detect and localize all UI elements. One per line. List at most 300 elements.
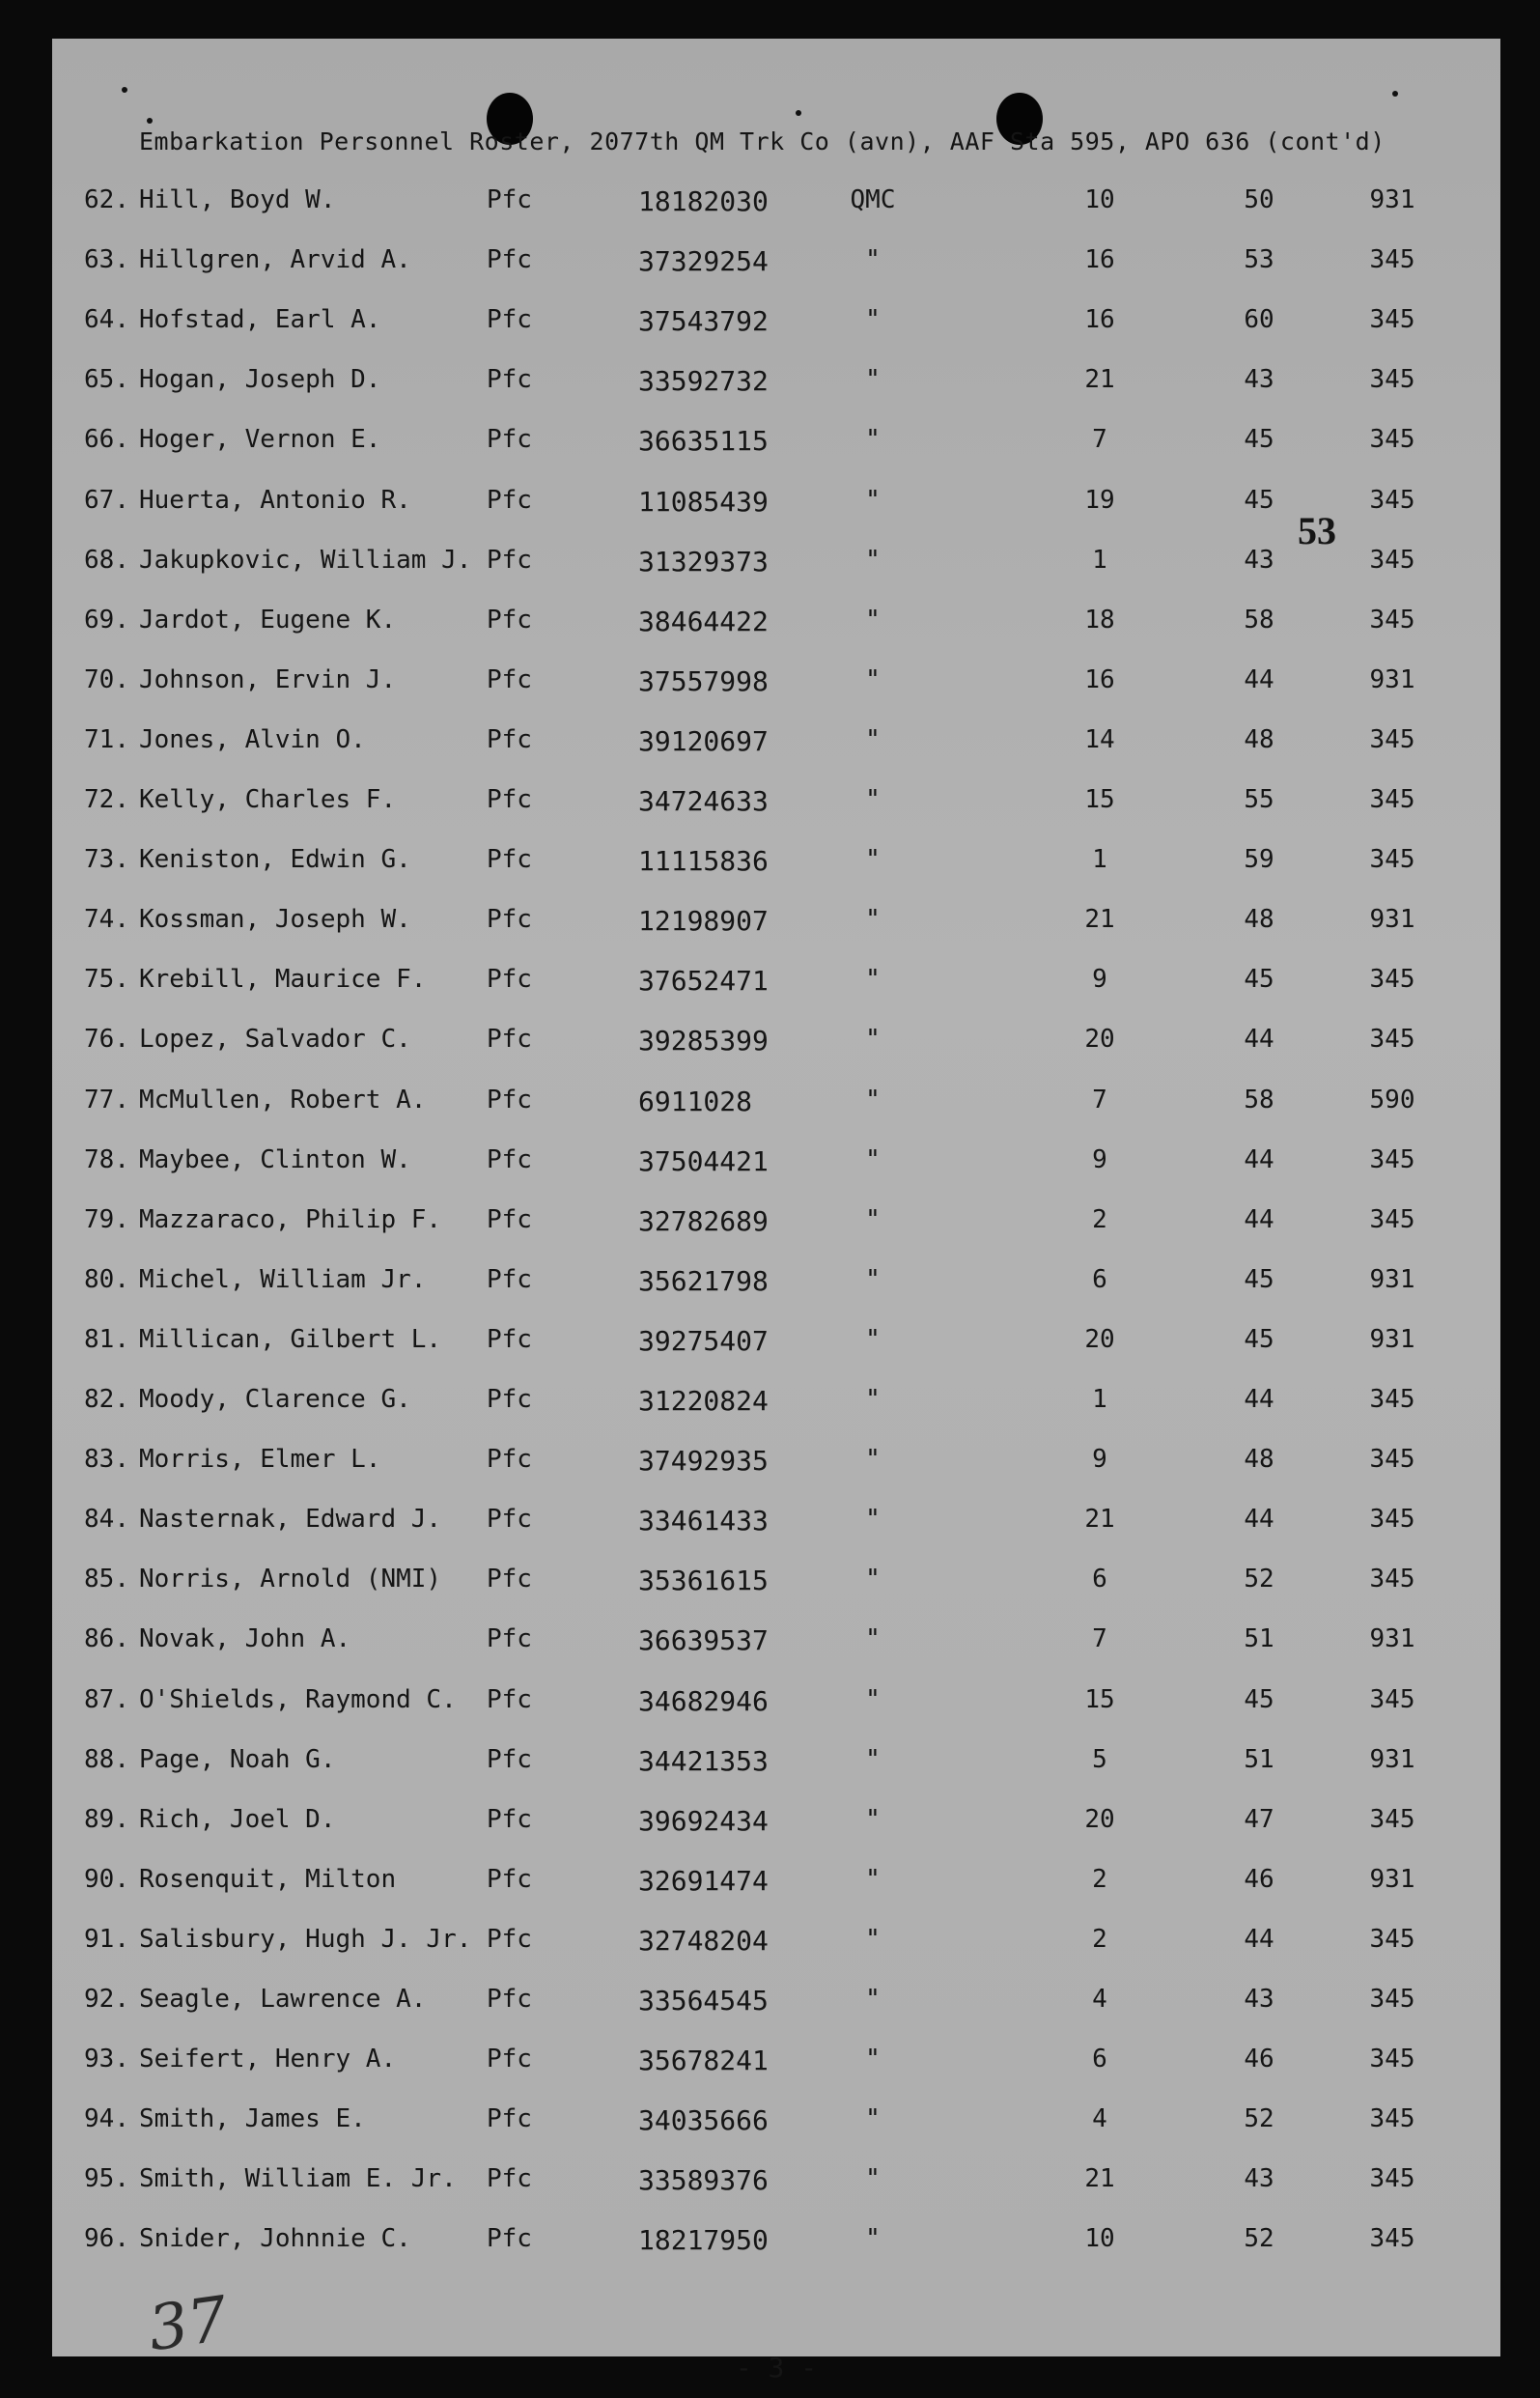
handwritten-note: 37	[144, 2283, 233, 2366]
value-column-c: 345	[1369, 245, 1415, 275]
value-column-a: 1	[1092, 545, 1107, 575]
rank: Pfc	[487, 1565, 532, 1594]
branch: "	[865, 2104, 881, 2134]
value-column-b: 43	[1244, 545, 1274, 575]
table-row	[52, 1865, 1500, 1904]
value-column-c: 345	[1369, 1804, 1415, 1834]
table-row	[52, 1565, 1500, 1603]
rank: Pfc	[487, 425, 532, 455]
value-column-b: 45	[1244, 485, 1274, 515]
table-row	[52, 1445, 1500, 1483]
personnel-name: Norris, Arnold (NMI)	[139, 1565, 442, 1594]
rank: Pfc	[487, 664, 532, 694]
row-number: 75.	[84, 965, 129, 995]
branch: "	[865, 1684, 881, 1714]
branch: "	[865, 1744, 881, 1774]
value-column-b: 52	[1244, 2224, 1274, 2254]
value-column-c: 345	[1369, 365, 1415, 395]
rank: Pfc	[487, 365, 532, 395]
serial-number: 33592732	[638, 365, 769, 398]
branch: "	[865, 1804, 881, 1834]
roster-header: Embarkation Personnel Roster, 2077th QM Trk Co (avn), AAF Sta 595, APO 636 (cont'd)	[139, 127, 1386, 155]
personnel-name: Seagle, Lawrence A.	[139, 1985, 427, 2014]
rank: Pfc	[487, 1985, 532, 2014]
branch: "	[865, 1864, 881, 1894]
rank: Pfc	[487, 1924, 532, 1954]
value-column-b: 50	[1244, 185, 1274, 214]
value-column-a: 5	[1092, 1744, 1107, 1774]
rank: Pfc	[487, 1505, 532, 1535]
personnel-name: Huerta, Antonio R.	[139, 485, 411, 515]
row-number: 94.	[84, 2104, 129, 2134]
table-row	[52, 365, 1500, 404]
value-column-c: 345	[1369, 425, 1415, 455]
value-column-a: 18	[1084, 605, 1115, 635]
branch: "	[865, 1565, 881, 1594]
value-column-b: 48	[1244, 905, 1274, 935]
serial-number: 34682946	[638, 1684, 769, 1717]
speck-mark	[147, 118, 153, 124]
speck-mark	[796, 110, 801, 116]
personnel-name: Jakupkovic, William J.	[139, 545, 472, 575]
branch: "	[865, 2224, 881, 2254]
personnel-name: Maybee, Clinton W.	[139, 1144, 411, 1174]
page-number: - 3 -	[735, 2352, 818, 2384]
rank: Pfc	[487, 1624, 532, 1654]
branch: "	[865, 1985, 881, 2014]
branch: QMC	[850, 185, 896, 214]
serial-number: 35678241	[638, 2045, 769, 2077]
serial-number: 36635115	[638, 425, 769, 458]
serial-number: 33589376	[638, 2164, 769, 2197]
value-column-c: 345	[1369, 845, 1415, 875]
table-row	[52, 245, 1500, 284]
value-column-b: 44	[1244, 1924, 1274, 1954]
value-column-b: 58	[1244, 605, 1274, 635]
serial-number: 39275407	[638, 1324, 769, 1357]
personnel-name: Jones, Alvin O.	[139, 724, 366, 754]
personnel-name: Mazzaraco, Philip F.	[139, 1204, 442, 1234]
branch: "	[865, 2045, 881, 2074]
personnel-name: Kossman, Joseph W.	[139, 905, 411, 935]
table-row	[52, 1145, 1500, 1184]
table-row	[52, 305, 1500, 344]
value-column-c: 931	[1369, 1864, 1415, 1894]
table-row	[52, 665, 1500, 704]
serial-number: 34035666	[638, 2104, 769, 2137]
value-column-b: 59	[1244, 845, 1274, 875]
row-number: 71.	[84, 724, 129, 754]
branch: "	[865, 1385, 881, 1414]
value-column-a: 6	[1092, 2045, 1107, 2074]
serial-number: 32748204	[638, 1924, 769, 1957]
value-column-a: 21	[1084, 905, 1115, 935]
table-row	[52, 2224, 1500, 2263]
rank: Pfc	[487, 605, 532, 635]
table-row	[52, 1385, 1500, 1424]
serial-number: 38464422	[638, 605, 769, 637]
personnel-name: Smith, William E. Jr.	[139, 2164, 457, 2194]
rank: Pfc	[487, 1204, 532, 1234]
value-column-a: 20	[1084, 1324, 1115, 1354]
table-row	[52, 725, 1500, 764]
rank: Pfc	[487, 785, 532, 814]
branch: "	[865, 1445, 881, 1475]
serial-number: 18217950	[638, 2224, 769, 2257]
row-number: 88.	[84, 1744, 129, 1774]
personnel-name: Salisbury, Hugh J. Jr.	[139, 1924, 472, 1954]
serial-number: 37492935	[638, 1445, 769, 1478]
personnel-name: Hofstad, Earl A.	[139, 305, 381, 335]
value-column-a: 9	[1092, 1445, 1107, 1475]
table-row	[52, 606, 1500, 644]
rank: Pfc	[487, 1684, 532, 1714]
value-column-a: 14	[1084, 724, 1115, 754]
value-column-a: 6	[1092, 1565, 1107, 1594]
value-column-b: 44	[1244, 1144, 1274, 1174]
row-number: 69.	[84, 605, 129, 635]
row-number: 89.	[84, 1804, 129, 1834]
value-column-b: 52	[1244, 2104, 1274, 2134]
value-column-a: 2	[1092, 1864, 1107, 1894]
value-column-b: 45	[1244, 1684, 1274, 1714]
table-row	[52, 1624, 1500, 1663]
branch: "	[865, 1624, 881, 1654]
value-column-b: 58	[1244, 1085, 1274, 1114]
value-column-a: 16	[1084, 245, 1115, 275]
personnel-name: Rosenquit, Milton	[139, 1864, 397, 1894]
personnel-name: Jardot, Eugene K.	[139, 605, 397, 635]
serial-number: 11115836	[638, 845, 769, 878]
row-number: 85.	[84, 1565, 129, 1594]
row-number: 70.	[84, 664, 129, 694]
value-column-b: 45	[1244, 425, 1274, 455]
rank: Pfc	[487, 1804, 532, 1834]
branch: "	[865, 845, 881, 875]
row-number: 81.	[84, 1324, 129, 1354]
value-column-c: 345	[1369, 1505, 1415, 1535]
row-number: 76.	[84, 1025, 129, 1055]
speck-mark	[1392, 91, 1398, 97]
personnel-name: Moody, Clarence G.	[139, 1385, 411, 1414]
table-row	[52, 2045, 1500, 2083]
value-column-c: 590	[1369, 1085, 1415, 1114]
personnel-name: Lopez, Salvador C.	[139, 1025, 411, 1055]
value-column-b: 51	[1244, 1624, 1274, 1654]
value-column-a: 16	[1084, 664, 1115, 694]
serial-number: 37329254	[638, 245, 769, 278]
value-column-a: 1	[1092, 845, 1107, 875]
rank: Pfc	[487, 845, 532, 875]
value-column-c: 345	[1369, 1025, 1415, 1055]
table-row	[52, 905, 1500, 944]
branch: "	[865, 905, 881, 935]
row-number: 68.	[84, 545, 129, 575]
value-column-c: 345	[1369, 1924, 1415, 1954]
rank: Pfc	[487, 965, 532, 995]
value-column-a: 9	[1092, 1144, 1107, 1174]
branch: "	[865, 1144, 881, 1174]
value-column-b: 43	[1244, 365, 1274, 395]
row-number: 74.	[84, 905, 129, 935]
value-column-c: 345	[1369, 485, 1415, 515]
value-column-b: 51	[1244, 1744, 1274, 1774]
value-column-c: 931	[1369, 1264, 1415, 1294]
value-column-c: 345	[1369, 1445, 1415, 1475]
table-row	[52, 1325, 1500, 1364]
roster-page	[52, 39, 1500, 2384]
value-column-a: 10	[1084, 2224, 1115, 2254]
serial-number: 37504421	[638, 1144, 769, 1177]
serial-number: 37543792	[638, 305, 769, 338]
value-column-b: 52	[1244, 1565, 1274, 1594]
row-number: 93.	[84, 2045, 129, 2074]
branch: "	[865, 2164, 881, 2194]
personnel-name: Smith, James E.	[139, 2104, 366, 2134]
value-column-b: 60	[1244, 305, 1274, 335]
value-column-b: 47	[1244, 1804, 1274, 1834]
branch: "	[865, 605, 881, 635]
serial-number: 31220824	[638, 1385, 769, 1417]
table-row	[52, 1985, 1500, 2023]
value-column-a: 4	[1092, 1985, 1107, 2014]
value-column-a: 1	[1092, 1385, 1107, 1414]
serial-number: 39120697	[638, 724, 769, 757]
table-row	[52, 1205, 1500, 1244]
serial-number: 18182030	[638, 185, 769, 217]
personnel-name: Hoger, Vernon E.	[139, 425, 381, 455]
table-row	[52, 1505, 1500, 1543]
value-column-c: 345	[1369, 2104, 1415, 2134]
table-row	[52, 1025, 1500, 1063]
value-column-b: 48	[1244, 724, 1274, 754]
value-column-a: 10	[1084, 185, 1115, 214]
row-number: 79.	[84, 1204, 129, 1234]
personnel-name: O'Shields, Raymond C.	[139, 1684, 457, 1714]
personnel-name: Krebill, Maurice F.	[139, 965, 427, 995]
personnel-name: Page, Noah G.	[139, 1744, 336, 1774]
branch: "	[865, 1505, 881, 1535]
serial-number: 33564545	[638, 1985, 769, 2017]
rank: Pfc	[487, 305, 532, 335]
row-number: 95.	[84, 2164, 129, 2194]
serial-number: 35621798	[638, 1264, 769, 1297]
value-column-a: 19	[1084, 485, 1115, 515]
branch: "	[865, 1085, 881, 1114]
serial-number: 35361615	[638, 1565, 769, 1597]
row-number: 67.	[84, 485, 129, 515]
personnel-name: Keniston, Edwin G.	[139, 845, 411, 875]
branch: "	[865, 305, 881, 335]
row-number: 90.	[84, 1864, 129, 1894]
value-column-b: 43	[1244, 1985, 1274, 2014]
serial-number: 31329373	[638, 545, 769, 578]
value-column-c: 345	[1369, 545, 1415, 575]
table-row	[52, 1086, 1500, 1124]
value-column-b: 46	[1244, 1864, 1274, 1894]
personnel-name: Michel, William Jr.	[139, 1264, 427, 1294]
personnel-name: Morris, Elmer L.	[139, 1445, 381, 1475]
value-column-c: 931	[1369, 1744, 1415, 1774]
speck-mark	[122, 87, 127, 93]
value-column-b: 55	[1244, 785, 1274, 814]
rank: Pfc	[487, 1324, 532, 1354]
personnel-name: Hill, Boyd W.	[139, 185, 336, 214]
value-column-c: 345	[1369, 785, 1415, 814]
table-row	[52, 546, 1500, 584]
rank: Pfc	[487, 1864, 532, 1894]
serial-number: 34421353	[638, 1744, 769, 1777]
rank: Pfc	[487, 1144, 532, 1174]
page-stamp: 53	[1298, 509, 1336, 552]
row-number: 66.	[84, 425, 129, 455]
value-column-b: 44	[1244, 1505, 1274, 1535]
personnel-name: Hogan, Joseph D.	[139, 365, 381, 395]
branch: "	[865, 1204, 881, 1234]
table-row	[52, 1925, 1500, 1963]
serial-number: 12198907	[638, 905, 769, 938]
personnel-name: Millican, Gilbert L.	[139, 1324, 442, 1354]
table-row	[52, 2164, 1500, 2203]
rank: Pfc	[487, 485, 532, 515]
branch: "	[865, 1924, 881, 1954]
value-column-b: 44	[1244, 664, 1274, 694]
serial-number: 39692434	[638, 1804, 769, 1837]
value-column-c: 345	[1369, 2164, 1415, 2194]
branch: "	[865, 245, 881, 275]
row-number: 72.	[84, 785, 129, 814]
serial-number: 36639537	[638, 1624, 769, 1657]
rank: Pfc	[487, 1264, 532, 1294]
rank: Pfc	[487, 1744, 532, 1774]
branch: "	[865, 1025, 881, 1055]
table-row	[52, 486, 1500, 524]
row-number: 73.	[84, 845, 129, 875]
value-column-b: 53	[1244, 245, 1274, 275]
value-column-c: 345	[1369, 605, 1415, 635]
serial-number: 37557998	[638, 664, 769, 697]
row-number: 84.	[84, 1505, 129, 1535]
row-number: 64.	[84, 305, 129, 335]
value-column-a: 21	[1084, 1505, 1115, 1535]
value-column-c: 931	[1369, 905, 1415, 935]
rank: Pfc	[487, 2224, 532, 2254]
rank: Pfc	[487, 245, 532, 275]
serial-number: 37652471	[638, 965, 769, 998]
value-column-c: 345	[1369, 305, 1415, 335]
branch: "	[865, 1264, 881, 1294]
value-column-a: 4	[1092, 2104, 1107, 2134]
value-column-c: 345	[1369, 1985, 1415, 2014]
branch: "	[865, 664, 881, 694]
branch: "	[865, 365, 881, 395]
table-row	[52, 1685, 1500, 1724]
value-column-b: 48	[1244, 1445, 1274, 1475]
value-column-b: 44	[1244, 1204, 1274, 1234]
value-column-a: 7	[1092, 1085, 1107, 1114]
value-column-b: 46	[1244, 2045, 1274, 2074]
rank: Pfc	[487, 1085, 532, 1114]
branch: "	[865, 545, 881, 575]
branch: "	[865, 785, 881, 814]
serial-number: 32691474	[638, 1864, 769, 1897]
value-column-b: 44	[1244, 1385, 1274, 1414]
value-column-a: 9	[1092, 965, 1107, 995]
table-row	[52, 2104, 1500, 2143]
rank: Pfc	[487, 185, 532, 214]
value-column-a: 2	[1092, 1204, 1107, 1234]
row-number: 82.	[84, 1385, 129, 1414]
value-column-c: 931	[1369, 1324, 1415, 1354]
branch: "	[865, 965, 881, 995]
rank: Pfc	[487, 2045, 532, 2074]
row-number: 91.	[84, 1924, 129, 1954]
value-column-b: 45	[1244, 1324, 1274, 1354]
row-number: 63.	[84, 245, 129, 275]
rank: Pfc	[487, 724, 532, 754]
value-column-c: 345	[1369, 2045, 1415, 2074]
value-column-c: 931	[1369, 664, 1415, 694]
personnel-name: Snider, Johnnie C.	[139, 2224, 411, 2254]
value-column-a: 21	[1084, 365, 1115, 395]
value-column-a: 15	[1084, 1684, 1115, 1714]
value-column-b: 43	[1244, 2164, 1274, 2194]
personnel-name: Rich, Joel D.	[139, 1804, 336, 1834]
personnel-name: Hillgren, Arvid A.	[139, 245, 411, 275]
rank: Pfc	[487, 2104, 532, 2134]
serial-number: 11085439	[638, 485, 769, 518]
value-column-c: 345	[1369, 1565, 1415, 1594]
personnel-name: Johnson, Ervin J.	[139, 664, 397, 694]
value-column-c: 345	[1369, 2224, 1415, 2254]
value-column-c: 931	[1369, 185, 1415, 214]
value-column-a: 21	[1084, 2164, 1115, 2194]
value-column-a: 7	[1092, 425, 1107, 455]
table-row	[52, 185, 1500, 224]
row-number: 62.	[84, 185, 129, 214]
rank: Pfc	[487, 2164, 532, 2194]
row-number: 83.	[84, 1445, 129, 1475]
row-number: 80.	[84, 1264, 129, 1294]
rank: Pfc	[487, 1025, 532, 1055]
value-column-c: 345	[1369, 1385, 1415, 1414]
row-number: 77.	[84, 1085, 129, 1114]
personnel-name: Nasternak, Edward J.	[139, 1505, 442, 1535]
value-column-a: 16	[1084, 305, 1115, 335]
value-column-a: 15	[1084, 785, 1115, 814]
value-column-a: 20	[1084, 1804, 1115, 1834]
value-column-a: 6	[1092, 1264, 1107, 1294]
table-row	[52, 845, 1500, 884]
row-number: 96.	[84, 2224, 129, 2254]
value-column-c: 345	[1369, 724, 1415, 754]
value-column-a: 20	[1084, 1025, 1115, 1055]
branch: "	[865, 1324, 881, 1354]
branch: "	[865, 724, 881, 754]
personnel-name: McMullen, Robert A.	[139, 1085, 427, 1114]
personnel-name: Seifert, Henry A.	[139, 2045, 397, 2074]
value-column-a: 2	[1092, 1924, 1107, 1954]
table-row	[52, 965, 1500, 1003]
value-column-b: 45	[1244, 1264, 1274, 1294]
serial-number: 33461433	[638, 1505, 769, 1538]
value-column-a: 7	[1092, 1624, 1107, 1654]
table-row	[52, 1805, 1500, 1844]
branch: "	[865, 485, 881, 515]
table-row	[52, 1265, 1500, 1304]
value-column-c: 345	[1369, 1684, 1415, 1714]
rank: Pfc	[487, 1445, 532, 1475]
